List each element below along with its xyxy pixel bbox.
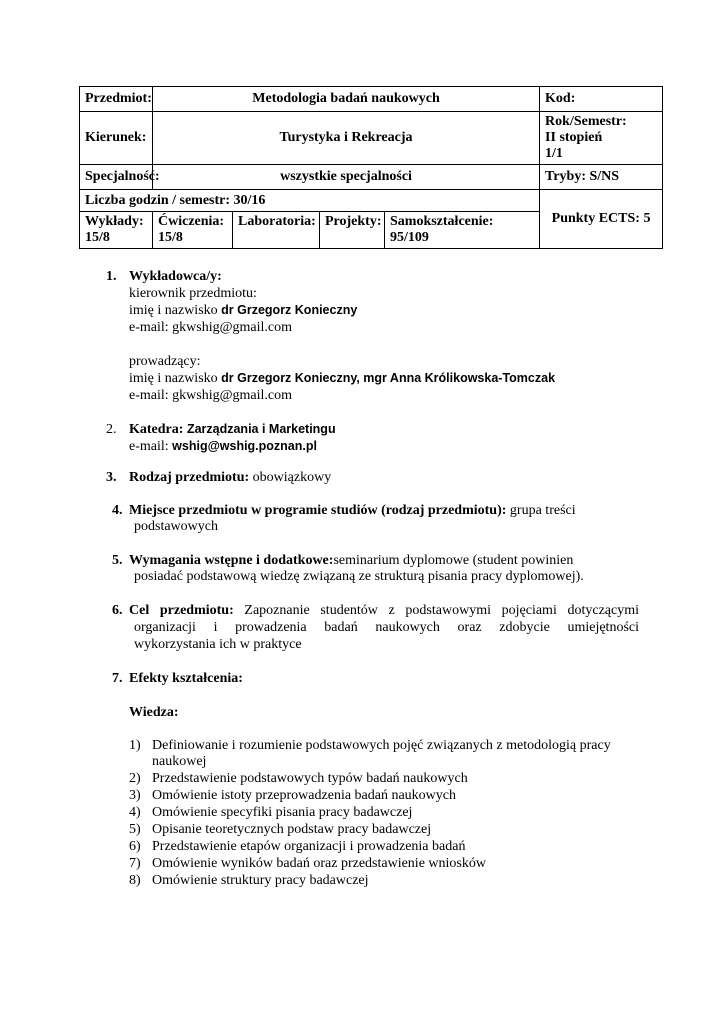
rok-semestr-label: Rok/Semestr:: [545, 114, 627, 129]
s5-value2: posiadać podstawową wiedzę związaną ze strukturą pisania pracy dyplomowej).: [134, 569, 584, 584]
s5-value1: seminarium dyplomowe (student powinien: [333, 553, 574, 568]
specjalnosc-value: wszystkie specjalności: [153, 165, 540, 190]
s6-value3: wykorzystania ich w praktyce: [134, 637, 302, 652]
s4-value2: podstawowych: [134, 519, 218, 534]
s3-value: obowiązkowy: [252, 470, 332, 485]
s2-title: Katedra:: [129, 422, 184, 437]
s2-email-line: [129, 438, 317, 455]
rok-stopien: II stopień: [545, 130, 603, 145]
s5-num: 5.: [112, 553, 123, 568]
cwiczenia-value: 15/8: [158, 230, 183, 245]
s2-value: Zarządzania i Marketingu: [186, 422, 336, 436]
s1-prowadzacy-line: [129, 370, 555, 387]
s6-num: 6.: [112, 603, 123, 618]
liczba-godzin: Liczba godzin / semestr: 30/16: [80, 190, 540, 212]
list-item: Przedstawienie podstawowych typów badań naukowych: [152, 771, 468, 786]
s2-num: 2.: [106, 422, 117, 437]
specjalnosc-label: Specjalność:: [80, 165, 153, 190]
kierunek-value: Turystyka i Rekreacja: [153, 112, 540, 165]
kierunek-label: Kierunek:: [80, 112, 153, 165]
list-item-number: 2): [129, 771, 141, 786]
s5-title: Wymagania wstępne i dodatkowe:: [129, 553, 334, 568]
s4-line1: [129, 502, 576, 519]
s7-title: Efekty kształcenia:: [129, 671, 243, 686]
s1-kierownik-name: dr Grzegorz Konieczny: [221, 303, 358, 317]
list-item-number: 4): [129, 805, 141, 820]
wyklady-value: 15/8: [85, 230, 110, 245]
s3-title: Rodzaj przedmiotu:: [129, 470, 250, 485]
s6-value2: organizacji i prowadzenia badań naukowych oraz zdobycie umiejętności: [134, 620, 639, 635]
rok-value: 1/1: [545, 146, 563, 161]
s1-imie-label2: imię i nazwisko: [129, 371, 218, 386]
s6-value1: Zapoznanie studentów z podstawowymi pojęciami dotyczącymi: [244, 603, 640, 618]
cwiczenia-cell: [153, 212, 233, 249]
s1-title: Wykładowca/y:: [129, 269, 222, 284]
laboratoria-label: Laboratoria:: [233, 212, 320, 249]
s1-num: 1.: [106, 269, 117, 284]
list-item: Omówienie wyników badań oraz przedstawienie wniosków: [152, 856, 486, 871]
list-item-number: 5): [129, 822, 141, 837]
s6-line1: [129, 602, 639, 619]
list-item-number: 7): [129, 856, 141, 871]
rok-semestr-cell: [540, 112, 663, 165]
wyklady-cell: [80, 212, 153, 249]
s1-kierownik-label: kierownik przedmiotu:: [129, 286, 257, 301]
cwiczenia-label: Ćwiczenia:: [158, 214, 225, 229]
list-item: Definiowanie i rozumienie podstawowych pojęć związanych z metodologią pracy: [152, 738, 611, 753]
list-item-number: 1): [129, 738, 141, 753]
s3-num: 3.: [106, 470, 117, 485]
list-item: Omówienie istoty przeprowadzenia badań naukowych: [152, 788, 457, 803]
wyklady-label: Wykłady:: [85, 214, 144, 229]
s4-value1: grupa treści: [509, 503, 576, 518]
projekty-label: Projekty:: [320, 212, 385, 249]
przedmiot-value: Metodologia badań naukowych: [153, 87, 540, 112]
samokszt-cell: [385, 212, 540, 249]
s2-email-label: e-mail:: [129, 439, 169, 454]
przedmiot-label: Przedmiot:: [80, 87, 153, 112]
s1-kierownik-line: [129, 302, 357, 319]
list-item: Omówienie specyfiki pisania pracy badawczej: [152, 805, 413, 820]
tryby: Tryby: S/NS: [540, 165, 663, 190]
samokszt-label: Samokształcenie:: [390, 214, 494, 229]
s1-email1: e-mail: gkwshig@gmail.com: [129, 320, 292, 335]
kod-label: Kod:: [540, 87, 663, 112]
course-info-table: [79, 86, 663, 249]
list-item: Opisanie teoretycznych podstaw pracy badawczej: [152, 822, 432, 837]
s2-email-value: wshig@wshig.poznan.pl: [172, 439, 317, 453]
list-item-number: 3): [129, 788, 141, 803]
s3-line: [129, 469, 331, 486]
s1-email2: e-mail: gkwshig@gmail.com: [129, 388, 292, 403]
s1-prowadzacy-label: prowadzący:: [129, 354, 201, 369]
list-item-continuation: naukowej: [152, 754, 207, 769]
list-item-number: 6): [129, 839, 141, 854]
punkty-ects: Punkty ECTS: 5: [540, 190, 663, 249]
s7-num: 7.: [112, 671, 123, 686]
list-item-number: 8): [129, 873, 141, 888]
s2-line: [129, 421, 336, 438]
s7-wiedza: Wiedza:: [129, 705, 179, 720]
samokszt-value: 95/109: [390, 230, 429, 245]
s5-line1: [129, 552, 573, 569]
list-item: Omówienie struktury pracy badawczej: [152, 873, 369, 888]
s1-prowadzacy-names: dr Grzegorz Konieczny, mgr Anna Królikowska-Tomczak: [221, 371, 556, 385]
s4-num: 4.: [112, 503, 123, 518]
s4-title: Miejsce przedmiotu w programie studiów (rodzaj przedmiotu):: [129, 503, 507, 518]
s6-title: Cel przedmiotu:: [129, 603, 234, 618]
list-item: Przedstawienie etapów organizacji i prowadzenia badań: [152, 839, 466, 854]
s1-imie-label: imię i nazwisko: [129, 303, 218, 318]
